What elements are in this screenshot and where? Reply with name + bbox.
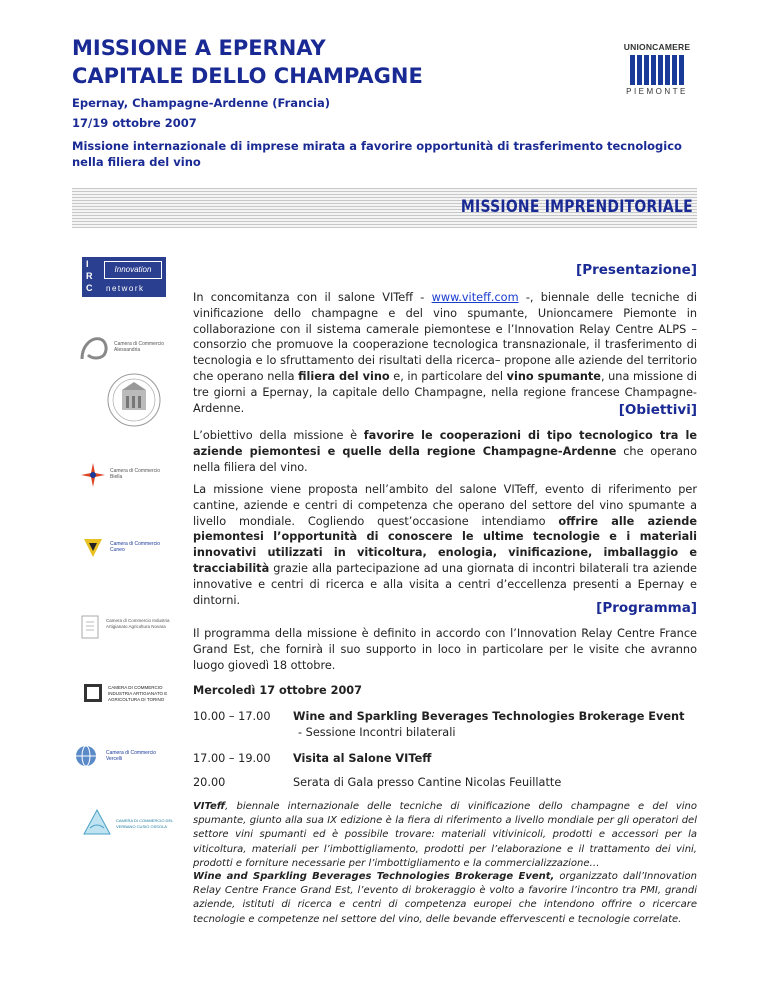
novara-logo bbox=[78, 612, 172, 648]
banner-title: MISSIONE IMPRENDITORIALE bbox=[461, 197, 693, 217]
verbano-logo-text: CAMERA DI COMMERCIO DEL VERBANO CUSIO OSSOLA bbox=[116, 818, 174, 829]
viteff-link[interactable]: www.viteff.com bbox=[431, 291, 519, 304]
alessandria-logo-text: Camera di Commercio Alessandria bbox=[114, 341, 165, 353]
obiettivi-text-1: L’obiettivo della missione è favorire le cooperazioni di tipo tecnologico tra le aziende piemontesi e quelle della regione Champagne-Ardenne che operano nella filiera del vino. bbox=[193, 429, 697, 474]
programma-item-time: 17.00 – 19.00 bbox=[193, 752, 271, 765]
programma-intro: Il programma della missione è definito in accordo con l’Innovation Relay Centre France Grand Est, che fornirà il suo supporto in loco in particolare per le visite che avranno luogo giovedì 18 ottobre. bbox=[193, 627, 697, 672]
programma-day: Mercoledì 17 ottobre 2007 bbox=[193, 684, 363, 697]
dates: 17/19 ottobre 2007 bbox=[72, 116, 197, 130]
irc-network-logo bbox=[82, 257, 166, 297]
location: Epernay, Champagne-Ardenne (Francia) bbox=[72, 96, 331, 110]
biella-logo bbox=[80, 462, 170, 488]
seal-logo bbox=[106, 372, 162, 428]
heading-presentazione: [Presentazione] bbox=[576, 262, 697, 278]
cuneo-logo bbox=[80, 535, 170, 561]
biella-logo-text: Camera di Commercio Biella bbox=[110, 468, 161, 480]
irc-letter-i: I bbox=[86, 259, 89, 269]
programma-item bbox=[193, 752, 431, 765]
section-banner bbox=[72, 188, 697, 228]
note-viteff: VITeff, biennale internazionale delle tecniche di vinificazione dello champagne e del vino spumante, giunto alla sua IX edizione è la fiera di riferimento a livello mondiale per gli operatori del settore vini spumanti ed è possibile trovare: materiali vitivinicoli, prodotti e accessori per la viticoltura, materiali per l’imbottigliamento, prodotti per l’elaborazione e il trattamento dei vini, prodotti e forniture necessarie per l’imbottigliamento e la commercializzazione… bbox=[193, 801, 697, 869]
title-line-2: CAPITALE DELLO CHAMPAGNE bbox=[72, 64, 423, 88]
novara-emblem-icon bbox=[78, 612, 102, 642]
title-line-1: MISSIONE A EPERNAY bbox=[72, 36, 326, 60]
programma-item-title: Wine and Sparkling Beverages Technologies Brokerage Event bbox=[293, 710, 685, 723]
irc-innovation-label: Innovation bbox=[104, 261, 162, 279]
alessandria-mark-icon bbox=[80, 335, 110, 361]
programma-item-sub: - Sessione Incontri bilaterali bbox=[298, 726, 456, 739]
vercelli-logo bbox=[74, 744, 170, 770]
vercelli-globe-icon bbox=[74, 744, 98, 768]
document-title bbox=[72, 34, 532, 90]
programma-item-time: 20.00 bbox=[193, 776, 226, 789]
verbano-triangle-icon bbox=[82, 808, 112, 836]
presentazione-text: In concomitanza con il salone VITeff - www.viteff.com -, biennale delle tecniche di vinificazione dello champagne e del vino spumante, Unioncamere Piemonte in collaborazione con il sistema camerale piemontese e l’Innovation Relay Centre ALPS –consorzio che promuove la cooperazione tecnologica transnazionale, il trasferimento di tecnologia e lo sfruttamento dei risultati della ricerca– propone alle aziende del territorio che operano nella filiera del vino e, in particolare del vino spumante, una missione di tre giorni a Epernay, la capitale dello Champagne, nella regione francese Champagne-Ardenne. bbox=[193, 291, 697, 415]
programma-item bbox=[193, 710, 685, 723]
verbano-logo bbox=[82, 808, 174, 838]
vercelli-logo-text: Camera di Commercio Vercelli bbox=[106, 750, 157, 762]
intro-text: Missione internazionale di imprese mirata a favorire opportunità di trasferimento tecnologico nella filiera del vino bbox=[72, 139, 682, 169]
unioncamere-bars-icon bbox=[612, 55, 702, 85]
biella-star-icon bbox=[80, 462, 106, 488]
unioncamere-logo bbox=[612, 42, 702, 96]
alessandria-logo bbox=[80, 335, 170, 365]
torino-logo-text: CAMERA DI COMMERCIO INDUSTRIA ARTIGIANATO E AGRICOLTURA DI TORINO bbox=[108, 685, 168, 702]
novara-logo-text: Camera di Commercio Industria Artigianato Agricoltura Novara bbox=[106, 618, 170, 629]
heading-programma: [Programma] bbox=[596, 600, 697, 616]
obiettivi-text-2: La missione viene proposta nell’ambito del salone VITeff, evento di riferimento per cantine, aziende e centri di competenza che operano del settore del vino spumante a livello mondiale. Cogliendo quest’occasione intendiamo offrire alle aziende piemontesi l’opportunità di conoscere le ultime tecnologie e i materiali innovativi utilizzati in viticoltura, enologia, vinificazione, imballaggio e tracciabilità grazie alla partecipazione ad una giornata di incontri bilaterali tra aziende innovative e centri di ricerca e alla visita a centri d’eccellenza presenti a Epernay e dintorni. bbox=[193, 483, 697, 607]
programma-item-title: Serata di Gala presso Cantine Nicolas Feuillatte bbox=[293, 776, 562, 789]
heading-obiettivi: [Obiettivi] bbox=[618, 402, 697, 418]
irc-network-label: network bbox=[106, 284, 145, 293]
programma-item bbox=[193, 776, 561, 789]
irc-letter-r: R bbox=[86, 271, 93, 281]
unioncamere-logo-bottom: PIEMONTE bbox=[626, 87, 688, 96]
programma-item-time: 10.00 – 17.00 bbox=[193, 710, 271, 723]
unioncamere-logo-top: UNIONCAMERE bbox=[623, 42, 691, 52]
cuneo-mark-icon bbox=[80, 535, 106, 561]
cuneo-logo-text: Camera di Commercio Cuneo bbox=[110, 541, 161, 553]
programma-item-title: Visita al Salone VITeff bbox=[293, 752, 432, 765]
torino-logo bbox=[82, 682, 172, 708]
torino-emblem-icon bbox=[82, 682, 104, 704]
irc-letter-c: C bbox=[86, 283, 93, 293]
note-brokerage: Wine and Sparkling Beverages Technologies Brokerage Event, organizzato dall’Innovation Relay Centre France Grand Est, l’evento di brokeraggio è volto a favorire l’incontro tra PMI, grandi aziende, istituti di ricerca e centri di competenza europei che intendono offrire o ricercare tecnologie e competenze nel settore del vino, delle bevande effervescenti e tecnologie correlate. bbox=[193, 871, 698, 925]
seal-icon bbox=[106, 372, 162, 428]
